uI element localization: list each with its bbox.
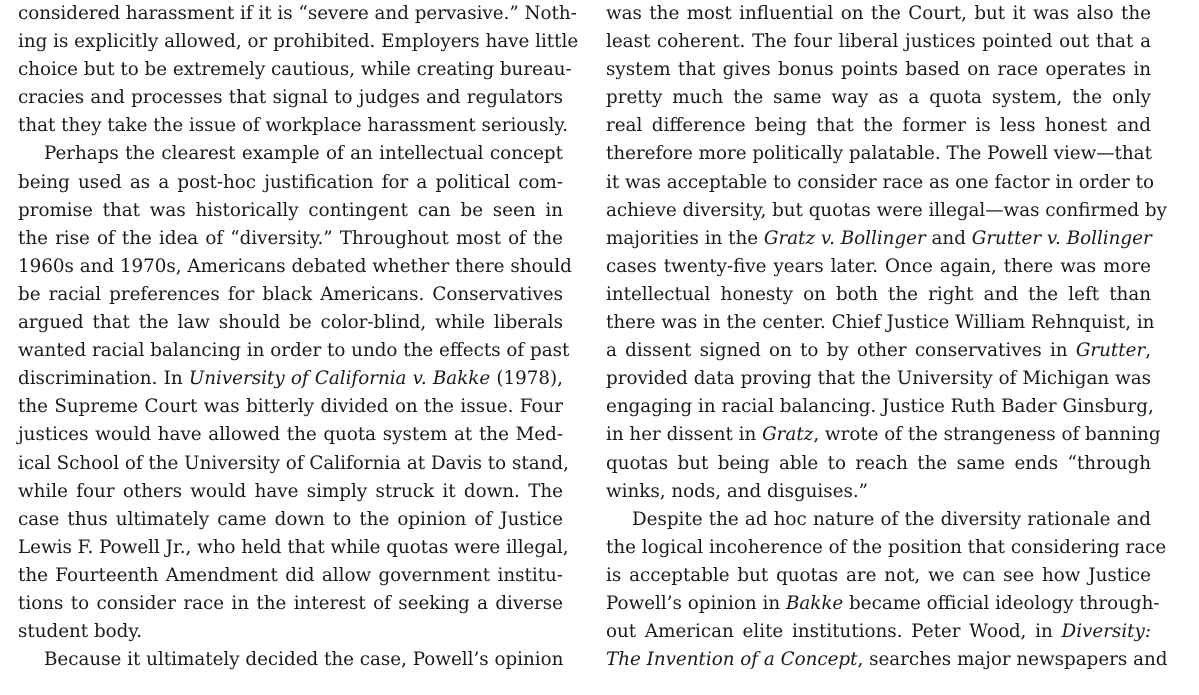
text-line: there was in the center. Chief Justice William Rehnquist, in: [606, 312, 1155, 334]
text-line: be racial preferences for black Americans. Conservatives: [18, 283, 563, 305]
text-line: being used as a post-hoc justification for a political com-: [18, 171, 563, 193]
text-line: real difference being that the former is less honest and: [606, 115, 1151, 137]
text-line: promise that was historically contingent can be seen in: [18, 199, 563, 221]
text-segment: majorities in the: [606, 227, 764, 249]
text-line: Perhaps the clearest example of an intellectual concept: [44, 143, 563, 165]
text-line: winks, nods, and disguises.”: [606, 480, 869, 502]
text-segment: discrimination. In: [18, 368, 189, 390]
text-line: argued that the law should be color-blind, while liberals: [18, 312, 563, 334]
text-segment: Powell’s opinion in: [606, 592, 786, 614]
text-line: it was acceptable to consider race as one factor in order to: [606, 171, 1154, 193]
italic-text: Gratz v. Bollinger: [763, 227, 926, 249]
text-line: Despite the ad hoc nature of the diversity rationale and: [632, 508, 1151, 530]
text-line: [18, 365, 563, 393]
text-line: therefore more politically palatable. The Powell view—that: [606, 143, 1152, 165]
text-line: cracies and processes that signal to judges and regulators: [18, 87, 563, 109]
text-segment: ,: [1145, 340, 1151, 362]
text-line: [606, 421, 1161, 449]
text-line: achieve diversity, but quotas were illegal—was confirmed by: [606, 199, 1167, 221]
text-line: [606, 590, 1160, 618]
text-line: Because it ultimately decided the case, Powell’s opinion: [44, 649, 564, 671]
text-line: [606, 646, 1168, 674]
text-segment: out American elite institutions. Peter Wood, in: [606, 621, 1062, 643]
italic-text: Diversity:: [1061, 621, 1151, 643]
text-line: choice but to be extremely cautious, while creating bureau-: [18, 59, 572, 81]
right-text-column: [606, 0, 1168, 674]
text-line: system that gives bonus points based on race operates in: [606, 59, 1151, 81]
text-segment: , wrote of the strangeness of banning: [813, 424, 1161, 446]
text-line: [606, 337, 1151, 365]
text-line: pretty much the same way as a quota system, the only: [606, 87, 1151, 109]
text-line: case thus ultimately came down to the opinion of Justice: [18, 508, 563, 530]
text-line: the Fourteenth Amendment did allow government institu-: [18, 564, 563, 586]
text-line: [606, 225, 1151, 253]
text-line: considered harassment if it is “severe and pervasive.” Noth-: [18, 3, 577, 24]
text-line: ical School of the University of California at Davis to stand,: [18, 452, 569, 474]
text-line: least coherent. The four liberal justices pointed out that a: [606, 31, 1151, 53]
text-segment: in her dissent in: [606, 424, 763, 446]
text-line: engaging in racial balancing. Justice Ruth Bader Ginsburg,: [606, 396, 1154, 418]
text-segment: and: [925, 227, 972, 249]
text-line: that they take the issue of workplace harassment seriously.: [18, 115, 569, 137]
text-line: the Supreme Court was bitterly divided on the issue. Four: [18, 396, 563, 418]
text-line: [606, 618, 1151, 646]
italic-text: Bakke: [785, 592, 844, 614]
text-line: wanted racial balancing in order to undo the effects of past: [18, 340, 570, 362]
text-segment: a dissent signed on to by other conservatives in: [606, 340, 1076, 362]
text-segment: , searches major newspapers and: [857, 649, 1168, 671]
text-line: cases twenty-five years later. Once again, there was more: [606, 255, 1151, 277]
italic-text: The Invention of a Concept: [606, 649, 858, 671]
text-line: intellectual honesty on both the right and the left than: [606, 283, 1151, 305]
text-line: tions to consider race in the interest of seeking a diverse: [18, 592, 563, 614]
text-line: is acceptable but quotas are not, we can see how Justice: [606, 564, 1151, 586]
italic-text: University of California v. Bakke: [188, 368, 491, 390]
italic-text: Grutter v. Bollinger: [971, 227, 1152, 249]
text-segment: became official ideology through-: [843, 592, 1160, 614]
text-line: was the most influential on the Court, but it was also the: [606, 3, 1151, 24]
text-line: student body.: [18, 621, 143, 643]
italic-text: Grutter: [1075, 340, 1146, 362]
text-line: the logical incoherence of the position that considering race: [606, 536, 1167, 558]
text-line: while four others would have simply struck it down. The: [18, 480, 563, 502]
text-line: Lewis F. Powell Jr., who held that while quotas were illegal,: [18, 536, 569, 558]
left-text-column: [18, 0, 579, 674]
text-segment: (1978),: [490, 368, 563, 390]
text-line: 1960s and 1970s, Americans debated whether there should: [18, 255, 572, 277]
text-line: justices would have allowed the quota system at the Med-: [18, 424, 563, 446]
text-line: provided data proving that the University of Michigan was: [606, 368, 1151, 390]
text-line: quotas but being able to reach the same ends “through: [606, 452, 1151, 474]
text-line: ing is explicitly allowed, or prohibited. Employers have little: [18, 31, 579, 53]
text-line: the rise of the idea of “diversity.” Throughout most of the: [18, 227, 563, 249]
italic-text: Gratz: [762, 424, 814, 446]
